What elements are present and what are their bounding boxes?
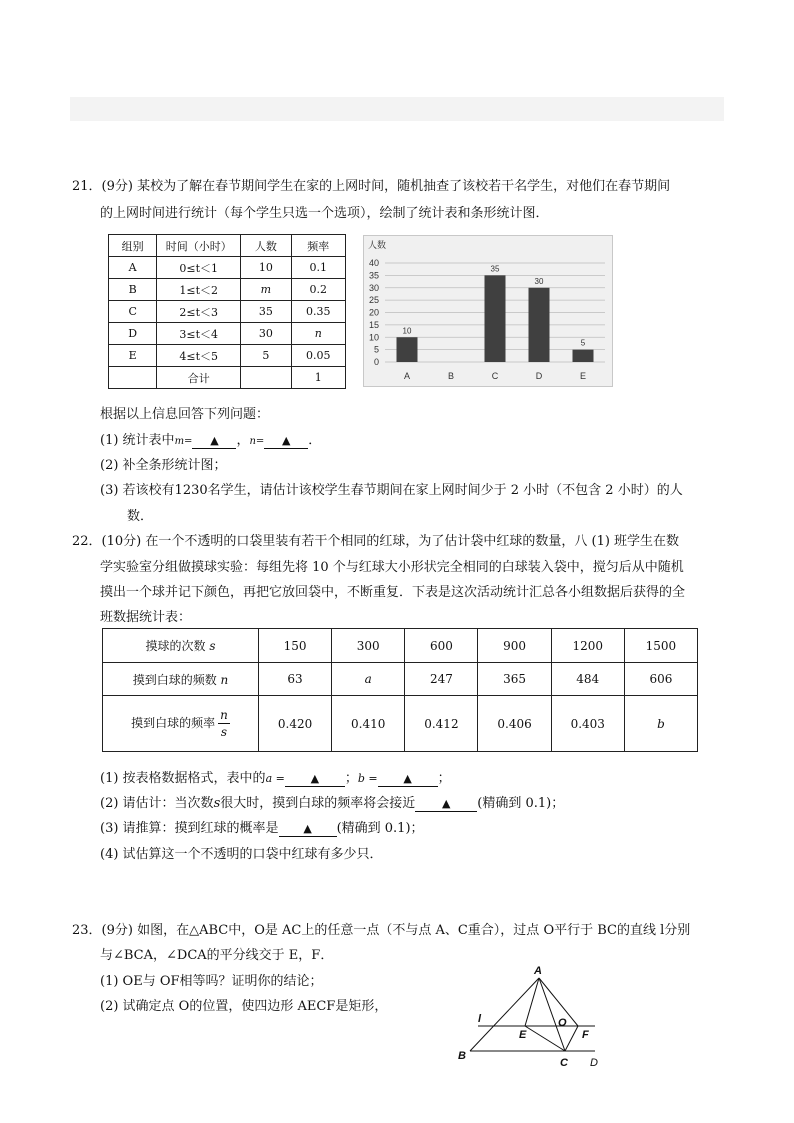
table-cell: 300	[332, 629, 405, 663]
row-label: 摸到白球的频率 $\frac{n}{s}$	[103, 696, 259, 752]
table-cell: b	[624, 696, 697, 752]
cell-group: A	[109, 257, 157, 279]
var-n: n=	[249, 436, 265, 447]
table-row	[109, 301, 346, 323]
data-label-A: 10	[402, 326, 412, 336]
q21-prompt: 根据以上信息回答下列问题：	[100, 407, 270, 422]
q21-sub1-prefix: (1) 统计表中	[100, 433, 175, 448]
end-mark: ；	[437, 771, 451, 786]
var-s: s	[209, 639, 216, 653]
table-cell: 1200	[551, 629, 624, 663]
table-cell: 600	[405, 629, 478, 663]
table-header-row	[109, 235, 346, 257]
label-F: F	[582, 1029, 589, 1041]
q22-sub2-prefix: (2) 请估计：当次数	[100, 796, 214, 811]
table-row	[109, 323, 346, 345]
header-band	[70, 97, 724, 121]
bar-A	[397, 337, 418, 362]
label-C: C	[560, 1057, 568, 1069]
q23-sub2: (2) 试确定点 O的位置，使四边形 AECF是矩形，	[100, 999, 388, 1014]
table-row	[103, 696, 698, 752]
cell-count: 35	[241, 301, 291, 323]
cell-count: 10	[241, 257, 291, 279]
table-total-row	[109, 367, 346, 389]
table-cell: 900	[478, 629, 551, 663]
table-row	[109, 345, 346, 367]
label-O: O	[558, 1017, 567, 1029]
table-cell: 1500	[624, 629, 697, 663]
q22-sub3-prefix: (3) 请推算：摸到红球的概率是	[100, 821, 279, 836]
q22-sub4: (4) 试估算这一个不透明的口袋中红球有多少只．	[100, 847, 383, 862]
end-mark: ．	[308, 433, 322, 448]
cell-total-label: 合计	[157, 367, 241, 389]
x-tick-label: D	[535, 371, 543, 381]
x-tick-label: E	[579, 371, 587, 381]
separator: ，	[236, 433, 250, 448]
cell-empty	[109, 367, 157, 389]
chart-ylabel: 人数	[368, 240, 387, 250]
q23-sub1: (1) OE与 OF相等吗？证明你的结论；	[100, 974, 323, 989]
cell-freq: 0.05	[291, 345, 346, 367]
table-cell: 365	[478, 663, 551, 696]
q22-sub1-prefix: (1) 按表格数据格式，表中的	[100, 771, 266, 786]
table-cell: 63	[258, 663, 331, 696]
header-cell: 频率	[291, 235, 346, 257]
cell-total-value: 1	[291, 367, 346, 389]
answer-blank-prob[interactable]	[279, 822, 337, 837]
bar-chart	[363, 235, 613, 387]
y-tick-label: 35	[368, 270, 379, 281]
answer-blank-n[interactable]	[264, 434, 308, 449]
cell-group: B	[109, 279, 157, 301]
header-cell: 时间（小时）	[157, 235, 241, 257]
segment-EC	[525, 1026, 565, 1051]
table-cell: 484	[551, 663, 624, 696]
table-cell: 606	[624, 663, 697, 696]
q22-sub2-mid: 很大时，摸到白球的频率将会接近	[220, 796, 416, 811]
q22-sub2	[100, 795, 564, 813]
q21-sub3-line1: (3) 若该校有1230名学生，请估计该校学生春节期间在家上网时间少于 2 小时（不包含 2 小时）的人	[100, 483, 683, 498]
var-a: a =	[265, 772, 285, 785]
geometry-figure	[450, 960, 610, 1070]
table-cell: a	[332, 663, 405, 696]
table-cell: 0.420	[258, 696, 331, 752]
x-tick-label: C	[491, 371, 499, 381]
table-cell: 247	[405, 663, 478, 696]
y-tick-label: 20	[368, 307, 379, 318]
label-A: A	[534, 965, 542, 977]
header-cell: 组别	[109, 235, 157, 257]
q22-intro-line1: 22．(10分) 在一个不透明的口袋里装有若干个相同的红球，为了估计袋中红球的数量，八 (1) 班学生在数	[72, 534, 680, 549]
var-n: n	[220, 672, 229, 687]
answer-blank-freq[interactable]	[415, 797, 477, 812]
blank-marker: ▲	[282, 434, 291, 447]
label-B: B	[458, 1050, 466, 1062]
q21-sub3-line2: 数．	[127, 509, 154, 524]
q23-intro-line2: 与∠BCA，∠DCA的平分线交于 E，F．	[100, 948, 334, 963]
cell-time: 0≤t＜1	[157, 257, 241, 279]
cell-freq: 0.2	[291, 279, 346, 301]
data-label-D: 30	[534, 276, 544, 286]
table-row	[109, 257, 346, 279]
label-D: D	[590, 1057, 598, 1069]
blank-marker: ▲	[303, 822, 312, 835]
q22-data-table	[102, 628, 698, 752]
table-row	[103, 663, 698, 696]
cell-group: D	[109, 323, 157, 345]
table-cell: 150	[258, 629, 331, 663]
cell-empty	[241, 367, 291, 389]
cell-time: 3≤t＜4	[157, 323, 241, 345]
answer-blank-m[interactable]	[192, 434, 236, 449]
cell-count: 30	[241, 323, 291, 345]
q22-sub3	[100, 820, 424, 838]
y-tick-label: 40	[368, 258, 379, 268]
table-cell: 0.412	[405, 696, 478, 752]
table-row	[103, 629, 698, 663]
answer-blank-a[interactable]	[285, 772, 345, 787]
cell-freq: 0.35	[291, 301, 346, 323]
table-cell: 0.406	[478, 696, 551, 752]
y-tick-label: 0	[373, 357, 379, 367]
bar-E	[573, 350, 594, 362]
header-cell: 人数	[241, 235, 291, 257]
y-tick-label: 25	[368, 295, 379, 306]
q22-sub1	[100, 770, 451, 788]
blank-marker: ▲	[310, 772, 320, 785]
cell-time: 1≤t＜2	[157, 279, 241, 301]
q23-intro-line1: 23．(9分) 如图，在△ABC中，O是 AC上的任意一点（不与点 A、C重合），过点 O平行于 BC的直线 l分别	[72, 923, 691, 938]
blank-marker: ▲	[210, 434, 219, 447]
var-s: s	[213, 796, 221, 811]
cell-freq: n	[291, 323, 346, 345]
var-m: m=	[174, 436, 193, 447]
cell-time: 4≤t＜5	[157, 345, 241, 367]
data-label-E: 5	[580, 338, 586, 348]
y-tick-label: 15	[368, 319, 379, 330]
answer-blank-b[interactable]	[378, 772, 438, 787]
q21-sub2: (2) 补全条形统计图；	[100, 458, 227, 473]
q22-sub2-end: (精确到 0.1)；	[477, 796, 565, 811]
q21-sub1	[100, 432, 321, 451]
q21-intro-line1: 21．(9分) 某校为了解在春节期间学生在家的上网时间，随机抽查了该校若干名学生，对他们在春节期间	[72, 179, 671, 194]
q21-stat-table	[108, 234, 346, 389]
cell-freq: 0.1	[291, 257, 346, 279]
q22-intro-line2: 学实验室分组做摸球实验：每组先将 10 个与红球大小形状完全相同的白球装入袋中，搅匀后从中随机	[100, 560, 684, 575]
bar-C	[485, 275, 506, 362]
table-row	[109, 279, 346, 301]
q22-intro-line4: 班数据统计表：	[100, 610, 192, 625]
blank-marker: ▲	[403, 772, 412, 785]
q22-intro-line3: 摸出一个球并记下颜色，再把它放回袋中，不断重复．下表是这次活动统计汇总各小组数据后获得的全	[100, 585, 686, 600]
x-tick-label: B	[447, 371, 455, 381]
y-tick-label: 5	[373, 344, 379, 355]
bar-D	[529, 288, 550, 362]
segment-AC	[539, 978, 565, 1051]
table-cell: 0.410	[332, 696, 405, 752]
row-label: 摸球的次数 s	[103, 629, 259, 663]
q21-intro-line2: 的上网时间进行统计（每个学生只选一个选项），绘制了统计表和条形统计图．	[100, 206, 549, 221]
label-l: l	[478, 1013, 482, 1025]
y-tick-label: 10	[368, 332, 379, 343]
var-b: b =	[357, 772, 378, 785]
fraction-n-over-s: $\frac{n}{s}$	[220, 708, 228, 739]
segment-FC	[565, 1026, 578, 1051]
label-E: E	[519, 1029, 527, 1041]
x-tick-label: A	[403, 371, 411, 381]
y-tick-label: 30	[368, 282, 379, 293]
cell-time: 2≤t＜3	[157, 301, 241, 323]
cell-group: C	[109, 301, 157, 323]
q22-sub3-end: (精确到 0.1)；	[336, 821, 424, 836]
cell-count: 5	[241, 345, 291, 367]
data-label-C: 35	[490, 264, 500, 274]
cell-group: E	[109, 345, 157, 367]
table-cell: 0.403	[551, 696, 624, 752]
separator: ；	[344, 771, 358, 786]
blank-marker: ▲	[442, 797, 451, 810]
cell-count: m	[241, 279, 291, 301]
row-label: 摸到白球的频数 n	[103, 663, 259, 696]
